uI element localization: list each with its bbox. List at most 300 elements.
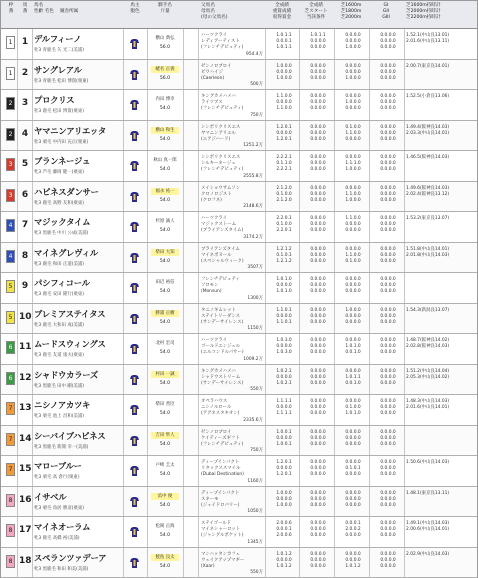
column-divider [147,243,148,273]
horse-profile: 牝3 鹿毛 高野 友和(栗東) [34,200,84,206]
record-distance: 0.0.0.0 1.0.0.0 0.0.0.0 [345,94,361,112]
best-times: 1.50.6(中山良14.03) [406,460,450,465]
jockey-name[interactable]: 村田 一誠 [151,371,179,378]
silks-icon [130,497,139,507]
best-times: 1.48.1(東京良13.11) [406,490,450,496]
waku-badge: 6 [6,341,15,354]
carried-weight: 54.0 [159,319,171,325]
carried-weight: 54.0 [159,289,171,294]
record-grade: 0.0.0.0 0.0.0.0 0.0.0.0 [380,399,396,417]
silks-icon [130,283,139,293]
waku-badge: 7 [6,433,15,446]
carried-weight: 54.0 [159,380,171,386]
column-divider [17,395,18,425]
broodmare-sire: (Xaar) [201,563,215,569]
pedigree [201,369,263,394]
record-course: 0.0.0.0 0.0.0.0 0.0.0.0 [310,124,326,142]
column-divider [17,182,18,212]
horse-number: 3 [21,98,29,108]
table-row[interactable] [1,182,477,213]
column-divider [17,456,18,486]
column-divider [32,60,33,90]
record-distance: 0.0.0.0 1.0.1.1 0.0.1.0 [345,368,361,386]
horse-number: 4 [21,128,29,139]
record-overall: 1.0.0.1 0.0.0.0 1.0.0.1 [276,429,292,447]
silks-icon [130,527,139,537]
column-divider [198,456,199,486]
column-divider [17,487,18,517]
table-row[interactable] [1,212,477,243]
earned-prize: 1300万 [247,295,263,301]
waku-badge: 4 [6,250,15,263]
record-distance: 0.1.0.0 1.1.0.0 0.0.0.0 [345,124,361,142]
carried-weight: 54.0 [159,563,171,569]
column-divider [32,212,33,242]
jockey-name[interactable]: 蛯名 正義 [151,66,179,73]
silks-icon [130,344,139,354]
column-divider [147,121,148,151]
column-divider [147,304,148,334]
column-divider [17,90,18,120]
broodmare-sire: (ジャングルポケット) [201,533,244,539]
header-uma: 馬 番 [22,3,28,14]
column-divider [198,182,199,212]
column-divider [198,365,199,395]
jockey-name[interactable]: 勝浦 正樹 [151,310,179,317]
horse-profile: 牝3 黒鹿毛 和田 和美(美浦) [34,566,89,572]
record-overall: 1.0.3.0 0.0.0.0 1.0.3.0 [276,338,292,356]
dam-name: マイネボヌール [201,252,232,258]
column-divider [147,548,148,578]
horse-name-link[interactable]: ヤマニンアリエッタ [34,125,107,136]
record-overall: 1.2.0.1 0.0.0.0 1.2.0.1 [276,460,292,478]
jockey-name[interactable]: 柴田 善臣 [155,402,175,407]
earned-prize: 1345万 [247,539,263,545]
sire-name: ブライアンズタイム [201,246,240,252]
carried-weight: 54.0 [159,167,171,172]
silks-icon [130,466,139,476]
column-divider [198,273,199,303]
record-course: 0.0.0.0 0.0.0.0 0.0.0.0 [310,185,326,203]
column-divider [147,517,148,547]
sire-name: マンハッタンカフェ [201,551,240,557]
record-distance: 0.0.0.0 0.0.0.0 1.0.0.0 [345,33,361,51]
broodmare-sire: (Caerleon) [201,75,225,81]
jockey-name[interactable]: 福永 祐一 [151,188,179,195]
record-overall: 1.0.0.0 0.0.0.0 1.0.0.0 [276,63,292,81]
column-divider [123,273,124,303]
jockey-name[interactable]: 戸崎 圭太 [155,463,175,468]
earned-prize: 750万 [250,112,263,118]
jockey-name[interactable]: 鮫島 良太 [151,554,179,561]
record-distance: 0.0.0.0 0.0.0.0 0.0.0.0 [345,429,361,447]
column-divider [198,334,199,364]
record-course: 0.0.0.0 0.0.0.0 0.0.0.0 [310,490,326,508]
column-divider [183,548,184,578]
column-divider [32,548,33,578]
horse-profile: 牡3 青鹿毛 矢 光二(美浦) [34,48,84,53]
best-times: 1.53.2(東京良13.07) [406,216,450,221]
record-grade: 0.0.0.0 0.0.0.0 0.0.0.0 [380,307,396,325]
horse-number: 1 [21,37,29,47]
jockey-name[interactable]: 北村 宏司 [155,341,175,346]
earned-prize: 750万 [250,448,263,454]
horse-number: 6 [21,189,29,200]
jockey-name[interactable]: 田辺 裕信 [155,280,175,285]
column-divider [32,304,33,334]
record-grade: 0.0.0.0 0.0.0.0 0.0.0.0 [380,368,396,386]
record-grade: 0.0.0.0 0.0.0.0 0.0.0.0 [380,460,396,478]
dam-name: スネーモ [201,496,219,502]
column-divider [123,60,124,90]
table-row[interactable] [1,243,477,274]
carried-weight: 54.0 [159,228,171,233]
silks-icon [130,253,139,263]
horse-name-link[interactable]: ニシノアカツキ [34,400,91,410]
column-divider [17,60,18,90]
record-course: 0.0.0.0 0.0.0.0 0.0.0.0 [310,429,326,447]
column-divider [17,243,18,273]
table-row[interactable] [1,304,477,335]
best-times: 1.52.5(小倉良13.06) [406,94,450,99]
best-times: 2.00.7(東京良14.01) [406,63,450,69]
silks-icon [130,222,139,232]
column-divider [147,90,148,120]
record-overall: 2.2.0.1 0.1.0.0 2.2.0.1 [276,216,292,234]
jockey-name[interactable]: 柴田 大知 [151,249,179,256]
horse-number: 9 [21,281,29,291]
earned-prize: 2555.8万 [243,173,263,179]
record-distance: 0.0.0.0 0.0.0.0 0.0.0.0 [345,277,361,295]
dam-name: シャドウストリーム [201,374,241,380]
column-divider [123,365,124,395]
column-divider [198,60,199,90]
broodmare-sire: (Dubai Destination) [201,472,244,478]
silks-icon [130,161,139,171]
column-divider [17,548,18,578]
jockey-name[interactable]: 松岡 正海 [155,524,175,529]
jockey-name[interactable]: 吉田 隼人 [151,432,179,439]
dam-name: シルキーネージュ [201,161,236,167]
best-times: 2.02.9(中山良14.03) [406,551,450,557]
best-times: 1.48.3(中山良14.03) 2.01.6(中山良14.01) [406,399,450,411]
jockey-name[interactable]: 横山 典弘 [155,36,175,41]
record-grade: 0.0.0.0 0.0.0.0 0.0.0.0 [380,33,396,51]
table-row[interactable] [1,121,477,152]
column-divider [17,517,18,547]
jockey-name[interactable]: 浜中 俊 [151,493,179,500]
horse-number: 17 [19,525,32,535]
sire-name: ゼンノロブロイ [201,63,232,69]
horse-profile: 牝3 芦毛 藤岡 健一(栗東) [34,170,84,175]
broodmare-sire: (サンデーサイレンス) [201,319,244,325]
earned-prize: 3507万 [247,265,263,271]
column-divider [183,517,184,547]
sire-name: メイショウサムソン [201,185,241,191]
horse-profile: 牝3 鹿毛 安田 隆行(栗東) [34,292,84,297]
column-divider [32,243,33,273]
column-divider [32,456,33,486]
horse-name-link[interactable]: サングレアル [34,64,82,75]
column-divider [123,395,124,425]
record-distance: 0.0.0.0 0.0.0.0 1.0.0.0 [345,63,361,81]
column-divider [32,90,33,120]
table-row[interactable] [1,60,477,91]
record-distance: 0.0.0.0 1.1.1.0 1.0.0.0 [345,155,361,173]
pedigree [201,460,263,485]
column-divider [123,29,124,59]
record-distance: 0.0.0.0 0.0.0.0 0.0.0.0 [345,490,361,508]
horse-name-link[interactable]: パシフィコール [34,278,90,288]
silks-icon [130,192,139,202]
sire-name: ディープインパクト [201,490,240,496]
column-divider [17,212,18,242]
broodmare-sire: (アグネスタキオン) [201,411,240,417]
horse-name-link[interactable]: イサベル [34,491,67,502]
record-distance: 0.0.0.0 1.1.0.0 0.1.0.0 [345,246,361,264]
best-times: 1.51.2(中山良14.04) 2.05.3(中山良14.02) [406,368,450,380]
table-row[interactable] [1,548,477,578]
silks-icon [130,100,139,110]
horse-profile: 牝3 栗毛 池上 昌和(美浦) [34,414,84,419]
horse-profile: 牡3 鹿毛 松田 博資(栗東) [34,109,84,114]
carried-weight: 54.0 [159,472,171,477]
column-divider [147,487,148,517]
pedigree [201,125,263,150]
column-divider [183,365,184,395]
header-horse: 馬名 性齢 毛色 厩舎所属 [34,3,79,14]
record-grade: 0.0.0.0 0.0.0.0 0.0.0.0 [380,155,396,173]
column-divider [147,182,148,212]
horse-number: 2 [21,67,29,78]
table-row[interactable] [1,395,477,426]
record-overall: 1.0.1.2 0.0.0.0 1.0.1.2 [276,551,292,569]
earned-prize: 3174.2万 [243,234,263,240]
column-divider [183,456,184,486]
record-distance: 1.0.0.0 0.0.0.0 0.0.0.0 [345,307,361,325]
horse-name-link[interactable]: デルフィーノ [34,34,82,44]
horse-name-link[interactable]: ブランネージュ [34,156,90,166]
record-distance: 0.0.0.0 0.1.0.0 1.0.1.0 [345,399,361,417]
horse-profile: 牝3 栗毛 角居 勝彦(栗東) [34,505,84,511]
horse-number: 8 [21,250,29,261]
horse-name-link[interactable]: スペランツァデーア [34,552,107,563]
record-overall: 1.2.0.1 0.0.0.0 1.2.0.1 [276,124,292,142]
column-divider [183,182,184,212]
column-divider [17,334,18,364]
column-divider [198,395,199,425]
table-row[interactable] [1,90,477,121]
column-divider [147,456,148,486]
earned-prize: 1150万 [247,326,263,332]
horse-number: 15 [19,464,32,474]
pedigree [201,247,263,272]
record-grade: 0.0.0.0 0.0.0.0 0.0.0.0 [380,94,396,112]
broodmare-sire: (スペシャルウィーク) [201,258,244,264]
sire-name: キングカメハメハ [201,368,236,374]
pedigree [201,216,263,241]
column-divider [183,151,184,181]
record-overall: 2.1.2.0 0.1.0.0 2.1.2.0 [276,185,292,203]
record-course: 1.0.1.1 0.0.0.0 0.0.0.0 [310,33,326,51]
record-course: 0.0.0.0 0.0.0.0 0.0.0.0 [310,63,326,81]
best-times: 1.52.1(中山良13.01) 2.01.6(中山良13.11) [406,33,450,45]
column-divider [123,426,124,456]
table-row[interactable] [1,151,477,182]
jockey-name[interactable]: 横山 和生 [151,127,179,134]
sire-name: ゼンノロブロイ [201,429,232,435]
column-divider [183,426,184,456]
column-divider [147,29,148,59]
column-divider [123,182,124,212]
record-overall: 1.1.0.0 0.0.0.0 1.1.0.0 [276,94,292,112]
jockey-name[interactable]: 内田 博幸 [155,97,175,102]
silks-icon [130,558,139,568]
table-row[interactable] [1,487,477,518]
header-distance: 芝1600m 芝1800m 芝2000m [340,3,362,20]
column-divider [147,426,148,456]
column-divider [17,29,18,59]
column-divider [123,212,124,242]
column-divider [32,395,33,425]
record-grade: 0.0.0.0 0.0.0.0 0.0.0.0 [380,521,396,539]
waku-badge: 1 [6,36,15,49]
horse-profile: 牝3 鹿毛 友道 康夫(栗東) [34,353,84,358]
column-divider [32,487,33,517]
column-divider [183,273,184,303]
column-divider [123,548,124,578]
horse-number: 5 [21,159,29,169]
waku-badge: 5 [6,311,15,324]
record-grade: 0.0.0.0 0.0.0.0 0.0.0.0 [380,338,396,356]
waku-badge: 4 [6,219,15,232]
pedigree [201,491,263,516]
waku-badge: 2 [6,128,15,141]
column-divider [198,487,199,517]
horse-name-link[interactable]: マローブルー [34,461,82,471]
column-divider [183,90,184,120]
dam-name: ビワハイジ [201,69,223,75]
waku-badge: 7 [6,402,15,415]
record-course: 0.0.0.0 0.0.0.0 0.0.0.0 [310,368,326,386]
dam-name: ニシノルロール [201,405,232,411]
broodmare-sire: (フレンチデピュティ) [201,106,244,112]
column-divider [123,243,124,273]
column-divider [198,426,199,456]
column-divider [198,243,199,273]
dam-name: マジックストーム [201,222,237,228]
column-divider [147,60,148,90]
jockey-name[interactable]: 杉原 誠人 [155,219,175,224]
table-row[interactable] [1,29,477,60]
table-row[interactable] [1,365,477,396]
record-grade: 0.0.0.0 0.0.0.0 0.0.0.0 [380,429,396,447]
record-grade: 0.0.0.0 0.0.0.0 0.0.0.0 [380,490,396,508]
record-distance: 0.0.0.0 0.1.0.1 0.0.0.0 [345,460,361,478]
table-row[interactable] [1,426,477,457]
horse-profile: 牝3 鹿毛 和田 正道(美浦) [34,261,84,267]
horse-name-link[interactable]: マイネオーラム [34,522,91,532]
horse-name-link[interactable]: ムードスウィングス [34,339,106,349]
column-divider [32,334,33,364]
column-divider [32,365,33,395]
header-silks: 馬主 服色 [130,3,140,14]
record-grade: 0.0.0.0 0.0.0.0 0.0.0.0 [380,551,396,569]
horse-number: 16 [19,494,32,505]
sire-name: ディープインパクト [201,460,240,465]
pedigree [201,155,263,180]
horse-number: 12 [19,372,32,383]
table-row[interactable] [1,517,477,548]
record-course: 0.0.0.0 0.0.0.0 0.0.0.0 [310,399,326,417]
dam-name: ステイトリーダンス [201,313,241,319]
sire-name: ハーツクライ [201,338,227,343]
horse-profile: 牝3 鹿毛 大和田 成(美浦) [34,322,84,328]
table-row[interactable] [1,456,477,487]
jockey-name[interactable]: 秋山 真一郎 [153,158,177,163]
header-pedigree: 父馬名 母馬名 (母の父馬名) [201,3,228,20]
broodmare-sire: (Monsun) [201,289,222,295]
carried-weight: 54.0 [159,258,171,264]
column-divider [198,548,199,578]
header-times: 芝1600m持時計 芝2000m持時計 芝2200m持時計 [406,3,441,20]
record-overall: 1.0.0.0 0.0.0.0 1.0.0.0 [276,490,292,508]
silks-icon [130,375,139,385]
horse-name-link[interactable]: シャドウカラーズ [34,369,99,380]
horse-name-link[interactable]: ハピネスダンサー [34,186,99,197]
record-overall: 2.2.2.1 0.1.1.0 2.2.2.1 [276,155,292,173]
horse-name-link[interactable]: マジックタイム [34,217,91,227]
horse-name-link[interactable]: シーバイブハピネス [34,430,106,441]
column-divider [183,243,184,273]
horse-name-link[interactable]: マイネグレヴィル [34,247,98,258]
pedigree [201,552,263,577]
table-row[interactable] [1,273,477,304]
column-divider [198,304,199,334]
column-divider [17,121,18,151]
record-distance: 0.0.0.1 2.0.0.2 0.0.0.0 [345,521,361,539]
table-row[interactable] [1,334,477,365]
pedigree [201,399,263,424]
waku-badge: 3 [6,189,15,202]
carried-weight: 54.0 [159,411,171,416]
best-times: 1.48.7(阪神良14.02) 2.02.8(阪神良14.03) [406,338,450,350]
column-divider [17,304,18,334]
horse-name-link[interactable]: ブレミアステイタス [34,308,106,319]
column-divider [123,304,124,334]
dam-name: リタックススマイル [201,466,241,472]
earned-prize: 2335.6万 [243,417,263,423]
column-divider [32,517,33,547]
record-grade: 0.0.0.0 0.0.0.0 0.0.0.0 [380,246,396,264]
broodmare-sire: (クロフネ) [201,197,222,203]
best-times: 1.49.6(阪神良14.03) 2.02.4(阪神良13.12) [406,185,450,197]
column-divider [183,29,184,59]
waku-badge: 8 [6,524,15,537]
dam-name: ライツブス [201,100,223,106]
record-grade: 0.0.0.0 0.0.0.0 0.0.0.0 [380,63,396,81]
dam-name: マイネシャーロット [201,527,241,533]
column-divider [147,334,148,364]
horse-name-link[interactable]: プロクリス [34,95,75,105]
dam-name: ケイティーズギフト [201,435,240,441]
record-distance: 0.0.0.0 0.0.0.0 1.0.1.2 [345,551,361,569]
column-divider [32,426,33,456]
column-divider [32,29,33,59]
silks-icon [130,39,139,49]
header-record: 全成績 重賞成績 収得賞金 [272,3,292,20]
sire-name: ハーツクライ [201,216,227,221]
